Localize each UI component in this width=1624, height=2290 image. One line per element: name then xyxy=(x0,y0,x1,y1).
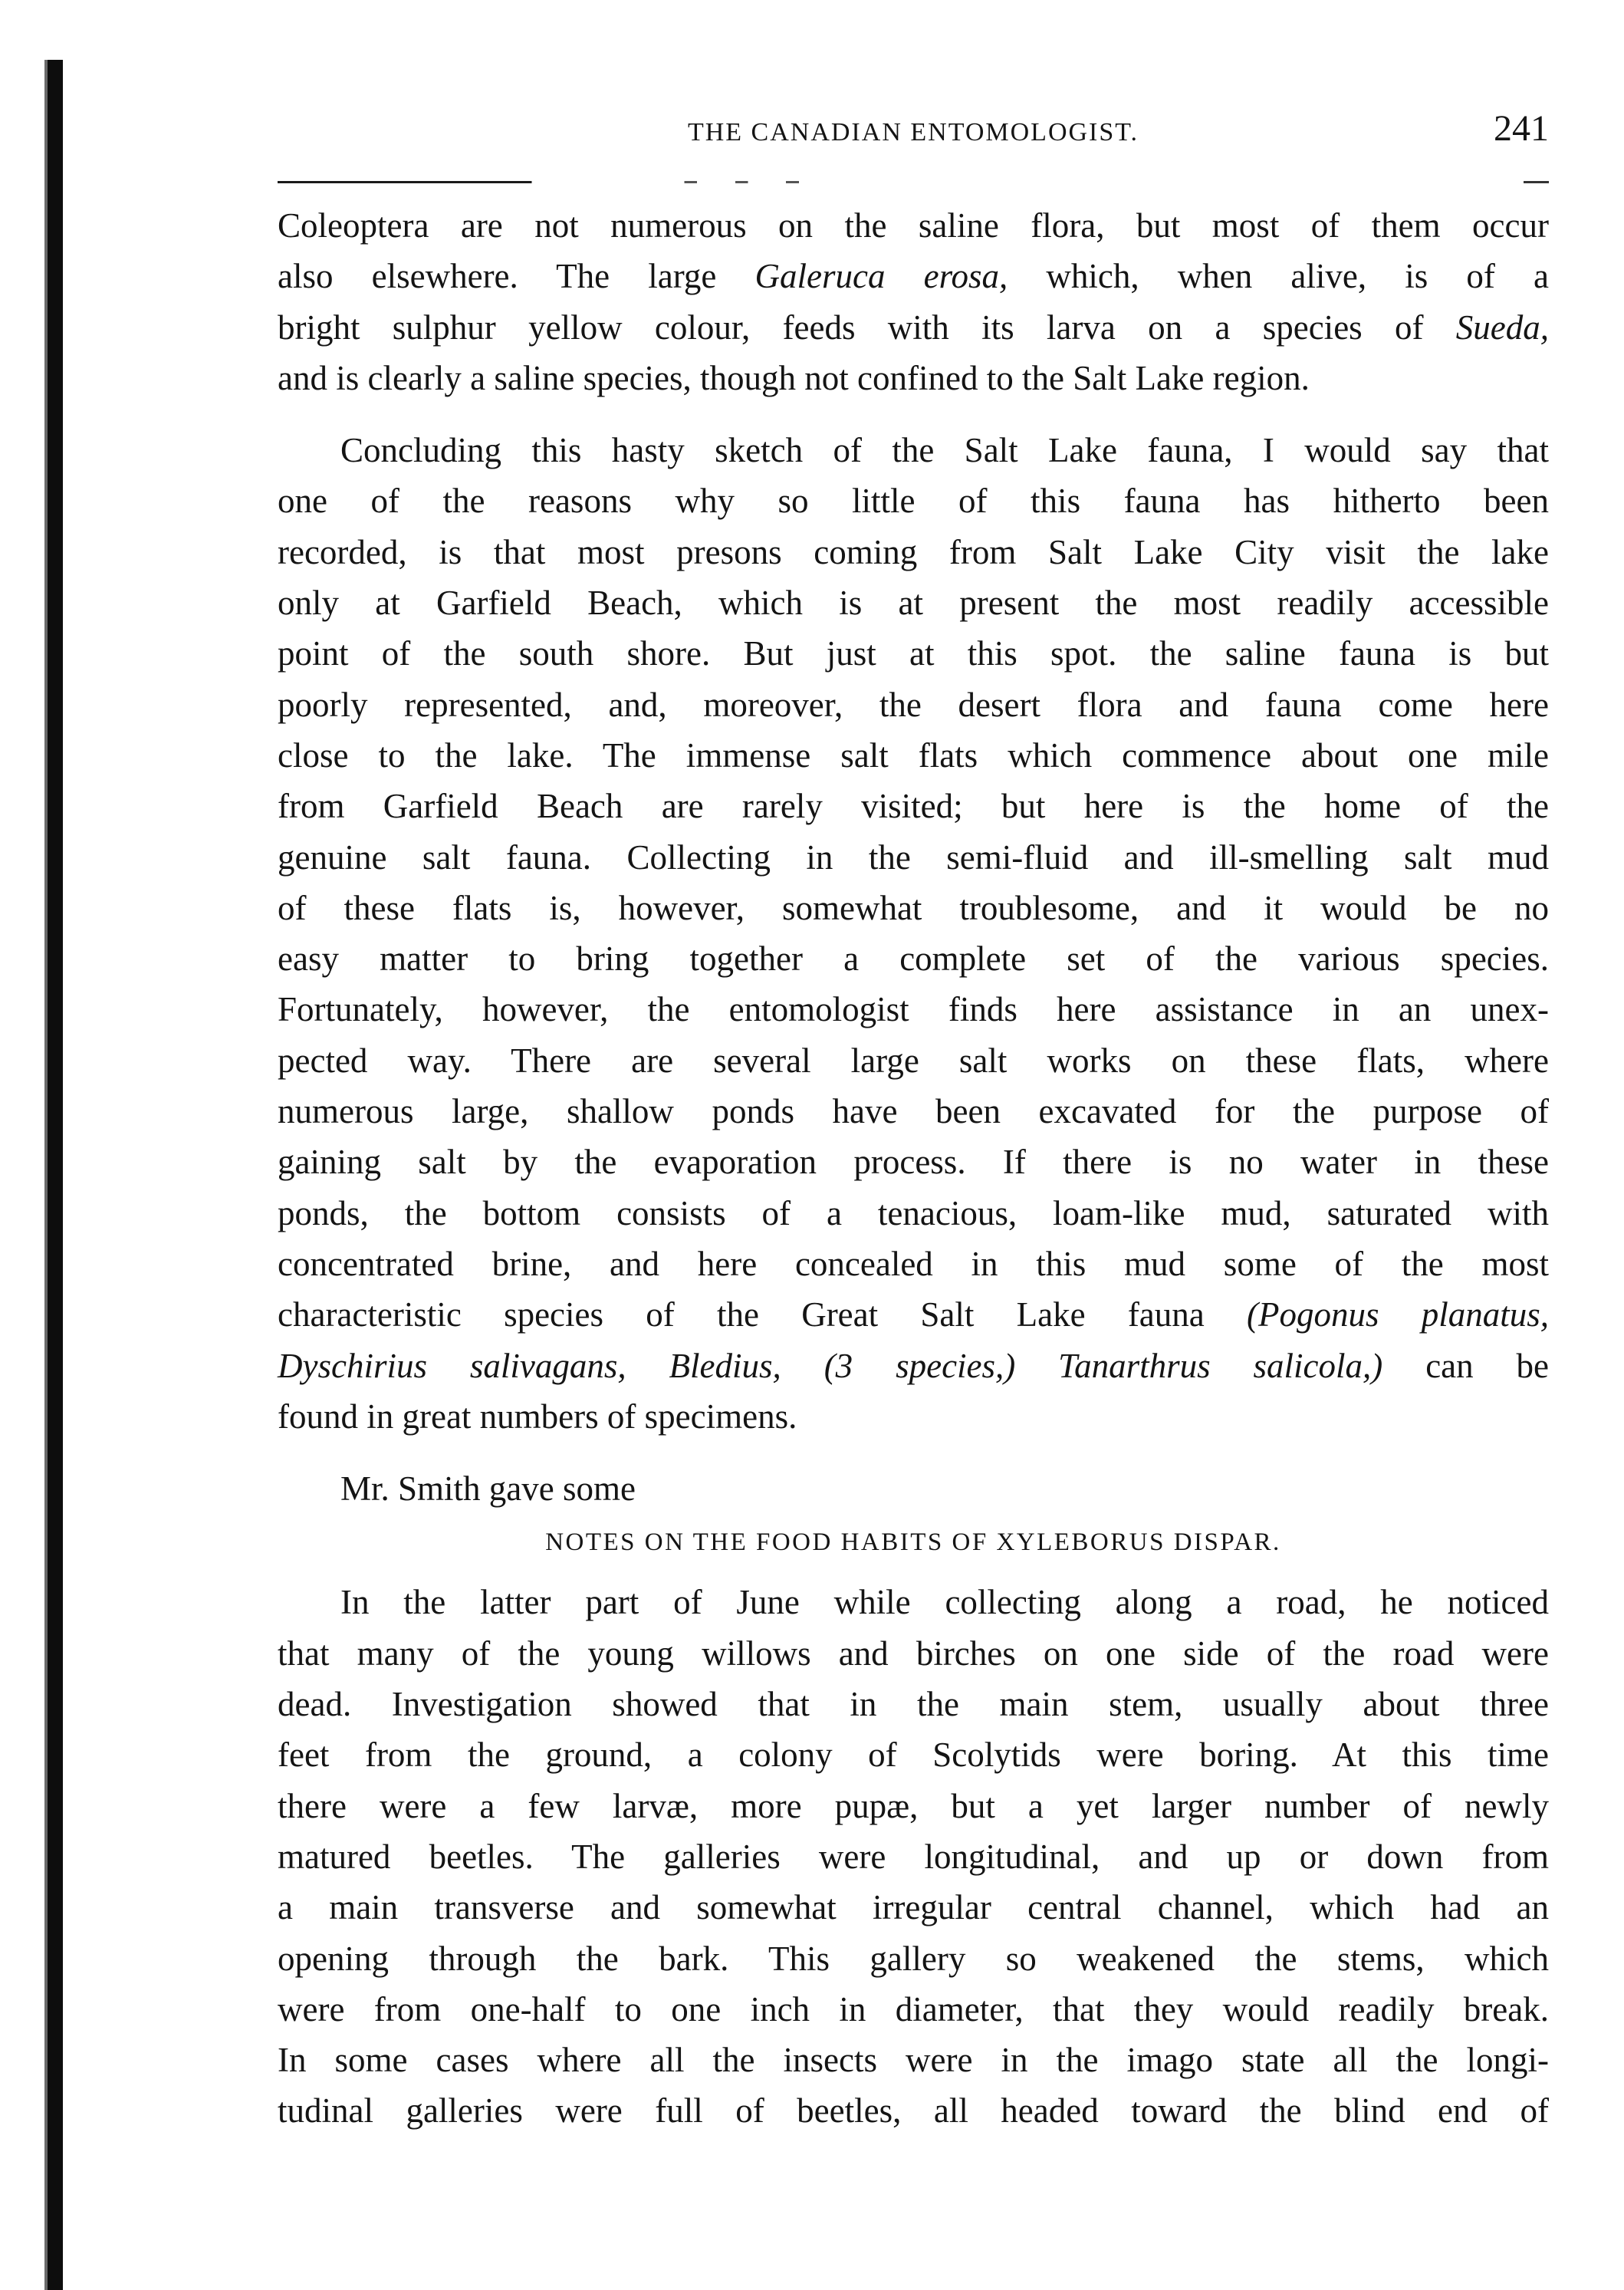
text-line: recorded, is that most presons coming from Salt Lake City visit the lake xyxy=(278,532,1549,571)
text-line: numerous large, shallow ponds have been excavated for the purpose of xyxy=(278,1092,1549,1131)
text-line: and is clearly a saline species, though not confined to the Salt Lake region. xyxy=(278,358,1310,397)
text-line: easy matter to bring together a complete set of the various species. xyxy=(278,939,1549,979)
text-line: found in great numbers of specimens. xyxy=(278,1397,797,1436)
text-line: that many of the young willows and birches on one side of the road were xyxy=(278,1634,1549,1673)
text-line: were from one-half to one inch in diameter, that they would readily break. xyxy=(278,1989,1549,2028)
text-line: close to the lake. The immense salt flats which commence about one mile xyxy=(278,735,1549,775)
text-line: gaining salt by the evaporation process. If there is no water in these xyxy=(278,1143,1549,1182)
text-line: poorly represented, and, moreover, the desert flora and fauna come here xyxy=(278,685,1549,724)
text-line: feet from the ground, a colony of Scolytids were boring. At this time xyxy=(278,1736,1549,1775)
paragraph-xyleborus xyxy=(278,1577,1549,2136)
page-number: 241 xyxy=(1494,108,1549,149)
species-list: (Pogonus planatus, xyxy=(1247,1295,1549,1334)
running-title: THE CANADIAN ENTOMOLOGIST. xyxy=(687,118,1139,146)
section-heading: NOTES ON THE FOOD HABITS OF XYLEBORUS DISPAR. xyxy=(545,1528,1281,1557)
species-name: Galeruca erosa, xyxy=(754,257,1008,296)
text-line: In the latter part of June while collecting along a road, he noticed xyxy=(340,1583,1549,1622)
text-line: Dyschirius salivagans, Bledius, (3 species,) Tanarthrus salicola,) can be xyxy=(278,1346,1550,1385)
text-line: Coleoptera are not numerous on the saline flora, but most of them occur xyxy=(278,206,1549,245)
species-list: Dyschirius salivagans, Bledius, (3 species,) Tanarthrus salicola,) xyxy=(278,1346,1383,1385)
text-line: genuine salt fauna. Collecting in the semi-fluid and ill-smelling salt mud xyxy=(278,837,1549,877)
paragraph-coleoptera xyxy=(278,200,1549,403)
text-line: a main transverse and somewhat irregular central channel, which had an xyxy=(278,1888,1549,1927)
text-line: from Garfield Beach are rarely visited; but here is the home of the xyxy=(278,787,1549,826)
text-line: pected way. There are several large salt works on these flats, where xyxy=(278,1041,1549,1080)
running-head xyxy=(278,107,1549,153)
text-line: one of the reasons why so little of this fauna has hitherto been xyxy=(278,482,1549,521)
text-line: tudinal galleries were full of beetles, all headed toward the blind end of xyxy=(278,2091,1549,2130)
text-line: also elsewhere. The large Galeruca erosa, which, when alive, is of a xyxy=(278,257,1550,296)
text-line: there were a few larvæ, more pupæ, but a yet larger number of newly xyxy=(278,1786,1549,1825)
paragraph-mr-smith: Mr. Smith gave some xyxy=(340,1469,636,1509)
page xyxy=(278,107,1549,2137)
species-name: Sueda, xyxy=(1455,308,1550,347)
text-line: only at Garfield Beach, which is at present the most readily accessible xyxy=(278,584,1549,623)
text-line: bright sulphur yellow colour, feeds with its larva on a species of Sueda, xyxy=(278,308,1550,347)
text-line: of these flats is, however, somewhat troublesome, and it would be no xyxy=(278,888,1549,927)
text-line: In some cases where all the insects were in the imago state all the longi- xyxy=(278,2041,1549,2080)
text-line: characteristic species of the Great Salt Lake fauna (Pogonus planatus, xyxy=(278,1295,1549,1334)
head-rule xyxy=(278,181,1549,183)
text-line: ponds, the bottom consists of a tenacious, loam-like mud, saturated with xyxy=(278,1193,1549,1232)
paragraph-salt-lake-fauna xyxy=(278,425,1549,1442)
text-line: matured beetles. The galleries were longitudinal, and up or down from xyxy=(278,1837,1549,1876)
text-line: concentrated brine, and here concealed in this mud some of the most xyxy=(278,1244,1549,1283)
text-line: point of the south shore. But just at this spot. the saline fauna is but xyxy=(278,634,1549,673)
text-line: Fortunately, however, the entomologist finds here assistance in an unex- xyxy=(278,990,1549,1029)
binding-edge xyxy=(48,60,63,2290)
article-body xyxy=(278,200,1549,2137)
text-line: Concluding this hasty sketch of the Salt Lake fauna, I would say that xyxy=(340,431,1549,470)
text-line: opening through the bark. This gallery so weakened the stems, which xyxy=(278,1939,1549,1978)
text-line: dead. Investigation showed that in the main stem, usually about three xyxy=(278,1685,1549,1724)
